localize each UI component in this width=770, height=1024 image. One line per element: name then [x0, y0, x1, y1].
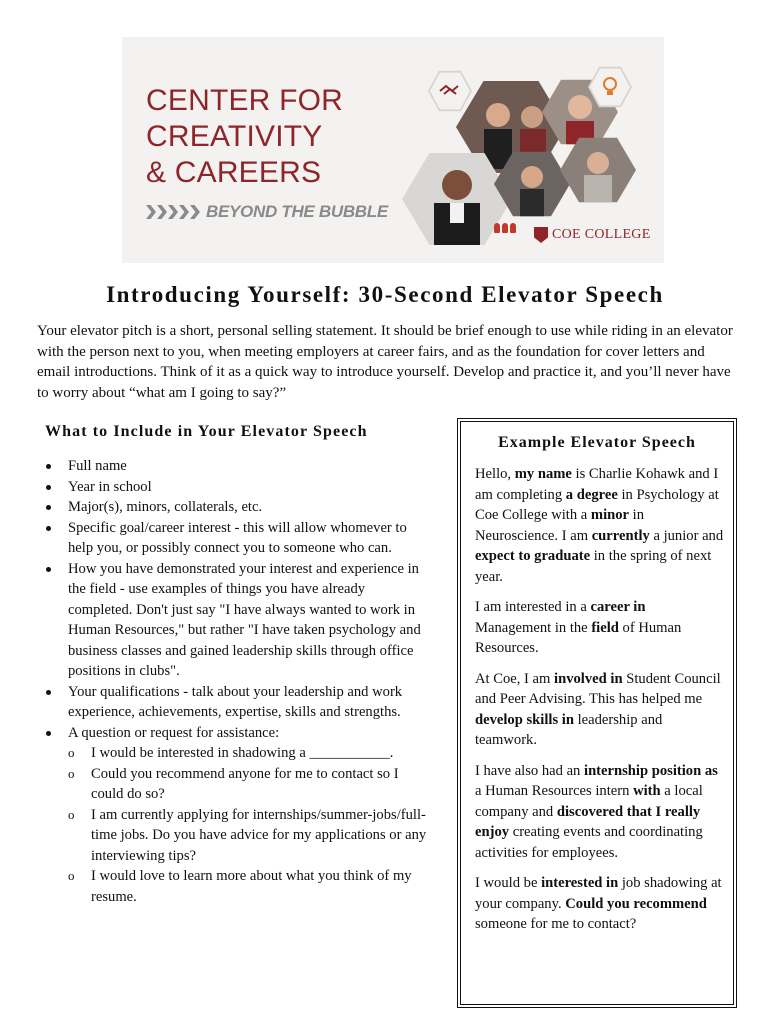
list-item: Major(s), minors, collaterals, etc. [45, 497, 430, 518]
include-heading: What to Include in Your Elevator Speech [45, 423, 368, 440]
list-item: Full name [45, 456, 430, 477]
handshake-icon [428, 69, 472, 113]
people-icon [494, 223, 516, 233]
example-paragraph-1: Hello, my name is Charlie Kohawk and I am completing a degree in Psychology at Coe College with a minor in Neuroscience. I am currently a junior and expect to graduate in the spring of next year. [475, 466, 724, 585]
list-item-label: A question or request for assistance: [68, 724, 280, 741]
page-title: Introducing Yourself: 30-Second Elevator Speech [106, 282, 664, 307]
example-paragraph-3: At Coe, I am involved in Student Council and Peer Advising. This has helped me develop skills in leadership and teamwork. [475, 670, 721, 748]
tagline-row [146, 200, 388, 224]
brand-line-2: CREATIVITY [146, 120, 323, 153]
question-sub-list [68, 743, 430, 907]
include-list [45, 456, 430, 907]
list-item: Year in school [45, 477, 430, 498]
shield-icon [534, 227, 548, 243]
coe-college-logo: COE COLLEGE [534, 227, 651, 243]
example-paragraph-5: I would be interested in job shadowing at your company. Could you recommend someone for me to contact? [475, 875, 722, 932]
sub-list-item: o I would love to learn more about what you think of my resume. [68, 866, 430, 907]
chevron-arrows-icon [146, 205, 200, 219]
intro-paragraph: Your elevator pitch is a short, personal selling statement. It should be brief enough to use while riding in an elevator with the person next to you, when meeting employers at career fairs, and as the foundation for cover letters and email introductions. Think of it as a quick way to introduce yourself. Develop and practice it, and you’ll never have to worry about “what am I going to say?” [37, 323, 733, 401]
brand-line-3: & CAREERS [146, 156, 322, 189]
tagline: BEYOND THE BUBBLE [206, 202, 388, 221]
student-photo-5 [560, 135, 636, 205]
example-body [475, 464, 725, 945]
sub-list-item: o Could you recommend anyone for me to contact so I could do so? [68, 764, 430, 805]
list-item: Specific goal/career interest - this will allow whomever to help you, or possibly connect you to someone who can. [45, 518, 430, 559]
list-item: How you have demonstrated your interest and experience in the field - use examples of things you have already completed. Don't just say "I have always wanted to work in Human Resources," but rather "I have taken psychology and business classes and gained leadership skills through office positions in clubs". [45, 559, 430, 682]
list-item-question [45, 723, 430, 908]
list-item: Your qualifications - talk about your leadership and work experience, achievements, expertise, skills and strengths. [45, 682, 430, 723]
example-speech-box [457, 418, 737, 1008]
sub-list-item: o I would be interested in shadowing a ___________. [68, 743, 430, 764]
example-paragraph-4: I have also had an internship position as a Human Resources intern with a local company and discovered that I really enjoy creating events and coordinating activities for employees. [475, 762, 718, 861]
brand-line-1: CENTER FOR [146, 84, 343, 117]
sub-list-item: o I am currently applying for internships/summer-jobs/full-time jobs. Do you have advice for my applications or any interviewing tips? [68, 805, 430, 867]
example-heading: Example Elevator Speech [498, 434, 696, 451]
header-banner [122, 37, 664, 263]
example-paragraph-2: I am interested in a career in Management in the field of Human Resources. [475, 599, 682, 656]
